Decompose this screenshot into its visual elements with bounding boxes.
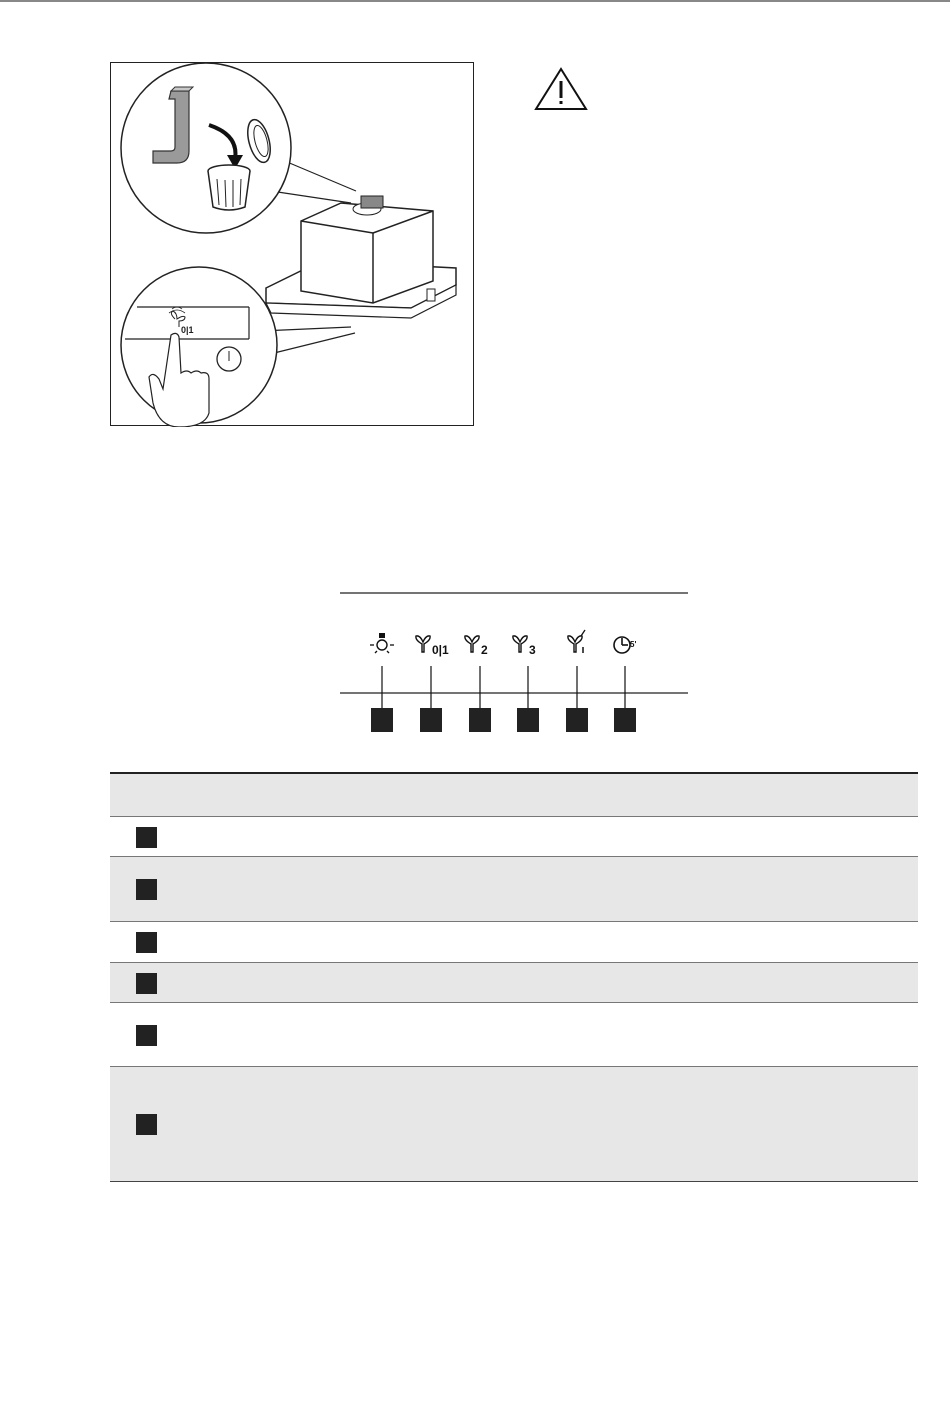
row-marker <box>136 1025 157 1046</box>
panel-button-label: 5' <box>630 640 637 649</box>
panel-button-2[interactable] <box>416 636 449 732</box>
callout-marker <box>420 708 442 732</box>
fan-intensive-icon <box>568 630 585 653</box>
table-header-row <box>110 774 918 816</box>
control-table <box>110 772 918 1182</box>
warning-triangle-icon <box>534 66 588 117</box>
light-icon <box>370 633 394 653</box>
table-row <box>110 856 918 921</box>
row-marker <box>136 1114 157 1135</box>
hand-button-label: 0|1 <box>181 325 194 335</box>
hood-unit-icon <box>266 196 456 318</box>
table-row <box>110 962 918 1002</box>
row-marker <box>136 879 157 900</box>
panel-button-label: 2 <box>481 643 488 657</box>
table-row <box>110 921 918 962</box>
fan-icon <box>416 636 430 652</box>
callout-marker <box>469 708 491 732</box>
bin-icon <box>208 165 250 210</box>
row-marker <box>136 932 157 953</box>
row-marker <box>136 827 157 848</box>
panel-button-1[interactable] <box>370 633 394 732</box>
table-row <box>110 1002 918 1066</box>
callout-marker <box>614 708 636 732</box>
installation-illustration <box>111 63 475 427</box>
panel-button-5[interactable] <box>566 630 588 732</box>
table-row <box>110 816 918 856</box>
control-panel-diagram <box>340 592 688 742</box>
row-marker <box>136 973 157 994</box>
installation-figure <box>110 62 474 426</box>
panel-button-label: 0|1 <box>432 643 449 657</box>
callout-marker <box>371 708 393 732</box>
timer-icon <box>614 637 630 653</box>
panel-button-4[interactable] <box>513 636 539 732</box>
panel-button-3[interactable] <box>465 636 491 732</box>
table-row <box>110 1066 918 1181</box>
panel-button-label: 3 <box>529 643 536 657</box>
top-rule <box>0 0 950 2</box>
panel-button-6[interactable] <box>614 637 636 732</box>
callout-marker <box>517 708 539 732</box>
fan-icon <box>513 636 527 652</box>
fan-icon <box>465 636 479 652</box>
timer-icon <box>217 347 241 371</box>
callout-marker <box>566 708 588 732</box>
